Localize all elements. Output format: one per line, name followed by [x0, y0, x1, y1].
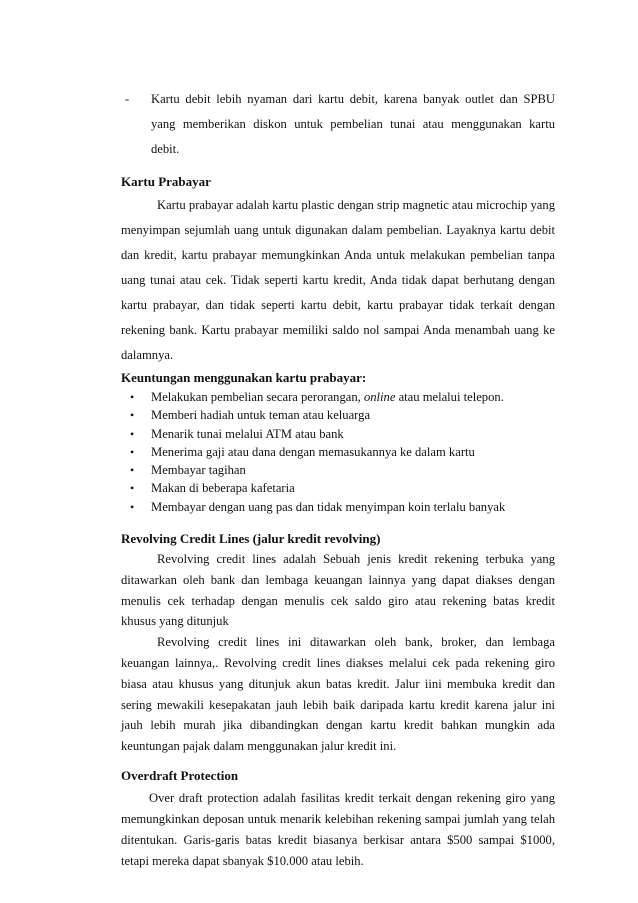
bullet-icon: • [130, 390, 135, 404]
section-heading-revolving: Revolving Credit Lines (jalur kredit revolving) [121, 531, 381, 547]
online-emphasis: online [363, 390, 396, 404]
section-heading-overdraft: Overdraft Protection [121, 768, 239, 784]
dash-item-line: debit. [151, 142, 180, 156]
list-item: • Menerima gaji atau dana dengan memasukannya ke dalam kartu [121, 443, 555, 461]
paragraph-revolving-1: Revolving credit lines adalah Sebuah jenis kredit rekening terbuka yang ditawarkan oleh bank dan lembaga keuangan lainnya yang dapat diakses dengan menulis cek terhadap dengan menulis cek saldo giro atau rekening batas kredit khusus yang ditunjuk [121, 552, 555, 629]
paragraph-prabayar: Kartu prabayar adalah kartu plastic dengan strip magnetic atau microchip yang menyimpan sejumlah uang untuk digunakan dalam pembelian. Layaknya kartu debit dan kredit, kartu prabayar memungkinkan Anda untuk melakukan pembelian tanpa uang tunai atau cek. Tidak seperti kartu kredit, Anda tidak dapat berhutang dengan kartu prabayar, dan tidak seperti kartu debit, kartu prabayar tidak terkait dengan rekening bank. Kartu prabayar memiliki saldo nol sampai Anda menambah uang ke dalamnya. [121, 198, 555, 362]
bullet-icon: • [130, 426, 135, 441]
paragraph-revolving-2: Revolving credit lines ini ditawarkan oleh bank, broker, dan lembaga keuangan lainnya,. Revolving credit lines diakses melalui cek pada rekening giro biasa atau khusus yang ditunjuk akun batas kredit. Jalur iini membuka kredit dan sering mewakili kesepakatan jauh lebih baik daripada kartu kredit karena jalur ini jauh lebih murah jika dibandingkan dengan kartu kredit bahkan mungkin ada keuntungan pajak dalam menggunakan jalur kredit ini. [121, 635, 555, 754]
list-item: • Melakukan pembelian secara perorangan, online atau melalui telepon. [121, 388, 555, 406]
list-item: • Menarik tunai melalui ATM atau bank [121, 425, 555, 443]
bullet-icon: • [130, 408, 135, 423]
keuntungan-list [121, 388, 555, 516]
list-item: • Makan di beberapa kafetaria [121, 479, 555, 497]
paragraph-overdraft: Over draft protection adalah fasilitas kredit terkait dengan rekening giro yang memungkinkan deposan untuk menarik kelebihan rekening sampai jumlah yang telah ditentukan. Garis-garis batas kredit biasanya berkisar antara $500 sampai $1000, tetapi mereka dapat sbanyak $10.000 atau lebih. [121, 791, 555, 869]
list-item: • Membayar dengan uang pas dan tidak menyimpan koin terlalu banyak [121, 498, 555, 516]
bullet-icon: • [130, 481, 135, 496]
section-heading-keuntungan: Keuntungan menggunakan kartu prabayar: [121, 370, 367, 385]
dash-marker: - [125, 92, 130, 106]
list-item: • Membayar tagihan [121, 461, 555, 479]
section-heading-prabayar: Kartu Prabayar [121, 174, 211, 189]
bullet-icon: • [130, 463, 135, 478]
dash-item-line: yang memberikan diskon untuk pembelian tunai atau menggunakan kartu [151, 117, 555, 131]
list-item: • Memberi hadiah untuk teman atau keluarga [121, 406, 555, 424]
dash-list-item [121, 87, 555, 162]
bullet-icon: • [130, 499, 135, 514]
dash-item-line: Kartu debit lebih nyaman dari kartu debit, karena banyak outlet dan SPBU [151, 92, 555, 106]
bullet-icon: • [130, 444, 135, 459]
page-content [121, 87, 555, 872]
